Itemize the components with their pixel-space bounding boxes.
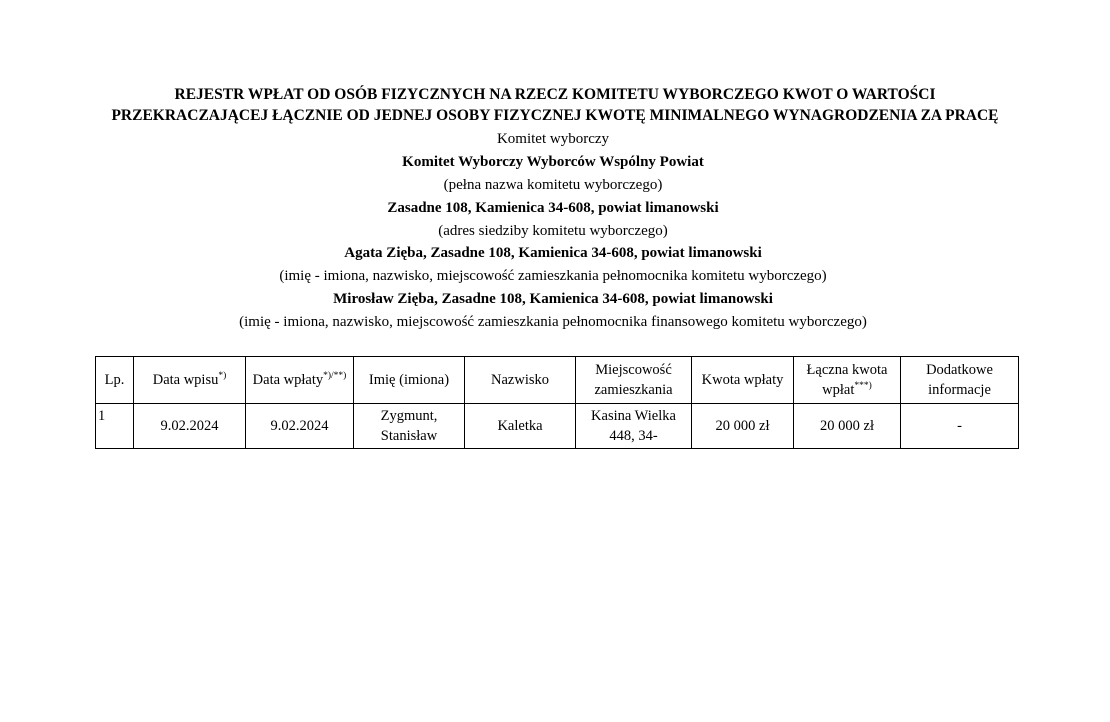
header-total-amount: Łączna kwota wpłat***) (794, 357, 901, 404)
cell-additional-info: - (901, 404, 1019, 449)
cell-residence-text: Kasina Wielka 448, 34- (591, 408, 676, 444)
committee-label: Komitet wyborczy (496, 131, 610, 147)
header-entry-date-footnote: *) (218, 371, 227, 382)
document-title-line-2: PRZEKRACZAJĄCEJ ŁĄCZNIE OD JEDNEJ OSOBY FIZYCZNEJ KWOTĘ MINIMALNEGO WYNAGRODZENIA ZA PRACĘ (111, 107, 999, 124)
header-payment-date-footnote: *)/**) (323, 371, 347, 382)
header-payment-date: Data wpłaty*)/**) (246, 357, 354, 404)
cell-total-amount: 20 000 zł (794, 404, 901, 449)
table-header-row (96, 357, 1019, 404)
committee-name-caption: (pełna nazwa komitetu wyborczego) (443, 177, 663, 193)
committee-address: Zasadne 108, Kamienica 34-608, powiat limanowski (387, 200, 719, 216)
header-additional-info: Dodatkowe informacje (901, 357, 1019, 404)
header-residence: Miejscowość zamieszkania (576, 357, 692, 404)
donations-register-table (95, 356, 1019, 449)
cell-first-names: Zygmunt, Stanisław (354, 404, 465, 449)
header-total-amount-footnote: ***) (854, 381, 872, 392)
cell-surname: Kaletka (465, 404, 576, 449)
cell-lp: 1 (96, 404, 134, 449)
document-title-line-1: REJESTR WPŁAT OD OSÓB FIZYCZNYCH NA RZECZ KOMITETU WYBORCZEGO KWOT O WARTOŚCI (174, 86, 936, 103)
header-entry-date: Data wpisu*) (134, 357, 246, 404)
financial-agent: Mirosław Zięba, Zasadne 108, Kamienica 34-608, powiat limanowski (333, 291, 773, 307)
cell-amount: 20 000 zł (692, 404, 794, 449)
table-row (96, 404, 1019, 449)
committee-name: Komitet Wyborczy Wyborców Wspólny Powiat (402, 154, 704, 170)
header-first-names: Imię (imiona) (354, 357, 465, 404)
header-surname: Nazwisko (465, 357, 576, 404)
cell-payment-date: 9.02.2024 (246, 404, 354, 449)
header-lp: Lp. (96, 357, 134, 404)
agent: Agata Zięba, Zasadne 108, Kamienica 34-608, powiat limanowski (344, 245, 762, 261)
cell-residence (576, 404, 692, 449)
header-amount: Kwota wpłaty (692, 357, 794, 404)
agent-caption: (imię - imiona, nazwisko, miejscowość zamieszkania pełnomocnika komitetu wyborczego) (279, 268, 827, 284)
committee-address-caption: (adres siedziby komitetu wyborczego) (438, 223, 668, 239)
cell-entry-date: 9.02.2024 (134, 404, 246, 449)
financial-agent-caption: (imię - imiona, nazwisko, miejscowość zamieszkania pełnomocnika finansowego komitetu wyborczego) (239, 314, 867, 330)
